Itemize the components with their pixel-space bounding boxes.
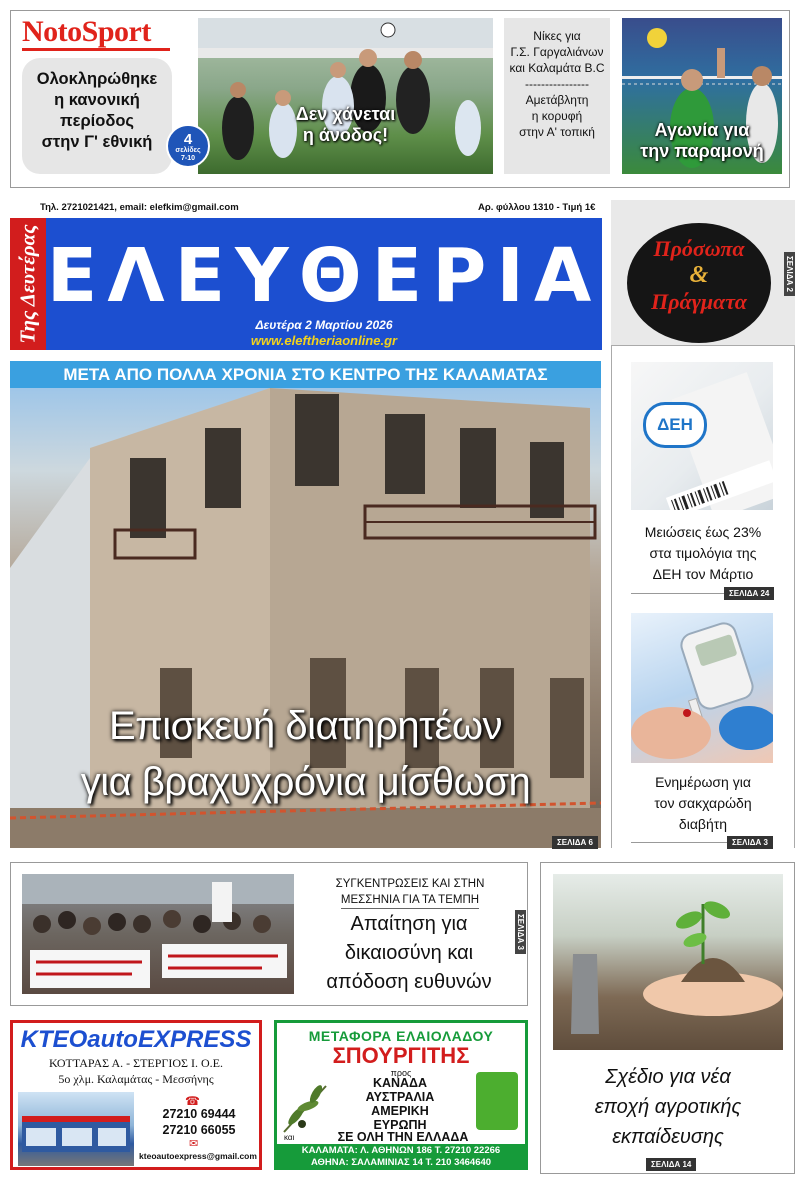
page-label: ΣΕΛΙΔΑ 14 [646, 1158, 696, 1171]
kicker-line: ΣΥΓΚΕΝΤΡΩΣΕΙΣ ΚΑΙ ΣΤΗΝ [335, 878, 485, 890]
page-label: ΣΕΛΙΔΑ 3 [515, 910, 526, 954]
agri-headline[interactable] [553, 1062, 783, 1152]
headline-line: Απαίτηση για [350, 913, 468, 935]
text-line: Γ.Σ. Γαργαλιάνων [510, 45, 604, 59]
sport-story-mid[interactable] [504, 18, 610, 174]
diabetes-caption[interactable] [625, 772, 781, 835]
caption-line: η άνοδος! [302, 125, 389, 145]
olive-oil-can-icon [476, 1072, 518, 1130]
agri-photo[interactable] [553, 874, 783, 1050]
caption-line: Μειώσεις έως 23% [644, 524, 762, 540]
badge-word: σελίδες [175, 147, 201, 154]
caption-line: Δεν χάνεται [295, 104, 396, 124]
side-tag-label: Της Δευτέρας [15, 224, 40, 344]
page-label: ΣΕΛΙΔΑ 3 [727, 836, 773, 849]
olive-ad-footer [277, 1144, 525, 1168]
notosport-logo[interactable]: NotoSport [22, 15, 151, 48]
deh-caption[interactable] [625, 522, 781, 585]
website-link[interactable]: www.eleftheriaonline.gr [250, 333, 398, 348]
kicker-line: ΜΕΣΣΗΝΙΑ ΓΙΑ ΤΑ ΤΕΜΠΗ [341, 892, 479, 909]
badge-number: 4 [183, 131, 193, 148]
deh-logo-icon: ΔΕΗ [643, 402, 707, 448]
caption-line: Ενημέρωση για [655, 774, 751, 790]
page-label: ΣΕΛΙΔΑ 24 [724, 587, 774, 600]
caption-line: στα τιμολόγια της [649, 545, 757, 561]
issue-date: Δευτέρα 2 Μαρτίου 2026 [255, 318, 393, 332]
photo-caption [622, 120, 782, 162]
olive-ad-and: και [284, 1133, 295, 1142]
olive-ad-to: προς [390, 1068, 412, 1078]
kteo-brand: KTEOautoEXPRESS [20, 1026, 252, 1053]
kteo-company: ΚΟΤΤΑΡΑΣ Α. - ΣΤΕΡΓΙΟΣ Ι. Ο.Ε. [49, 1056, 223, 1070]
phone-icon: ☎ [185, 1094, 200, 1108]
headline-line: η κανονική [54, 91, 140, 109]
badge-pages: 7-10 [180, 155, 195, 162]
olive-destinations [330, 1076, 470, 1132]
headline-line: εκπαίδευσης [612, 1126, 724, 1148]
phone-number: 27210 66055 [162, 1123, 236, 1137]
football-players-illustration [198, 18, 493, 174]
olive-ad-title: ΜΕΤΑΦΟΡΑ ΕΛΑΙΟΛΑΔΟΥ [308, 1028, 494, 1044]
caption-line: τον σακχαρώδη [654, 795, 752, 811]
protest-photo[interactable] [22, 874, 294, 994]
main-story-kicker[interactable]: ΜΕΤΑ ΑΠΟ ΠΟΛΛΑ ΧΡΟΝΙΑ ΣΤΟ ΚΕΝΤΡΟ ΤΗΣ ΚΑΛΑΜΑΤΑΣ [10, 361, 601, 388]
destination: ΑΜΕΡΙΚΗ [371, 1104, 429, 1118]
sport-pages-badge[interactable] [166, 124, 210, 168]
caption-line: την παραμονή [640, 141, 764, 161]
football-photo[interactable] [198, 18, 493, 174]
headline-line: περίοδος [59, 112, 134, 130]
address-line: ΚΑΛΑΜΑΤΑ: Λ. ΑΘΗΝΩΝ 186 Τ. 27210 22266 [301, 1145, 501, 1156]
seedling-hand-illustration [553, 874, 783, 1050]
page-label: ΣΕΛΙΔΑ 6 [552, 836, 598, 849]
tempi-headline[interactable] [304, 910, 514, 997]
sport-story-left[interactable] [22, 58, 172, 174]
headline-line: στην Γ' εθνική [41, 133, 153, 151]
photo-caption [198, 104, 493, 146]
destination: ΑΥΣΤΡΑΛΙΑ [365, 1090, 435, 1104]
kteo-phones [140, 1106, 258, 1138]
phone-number: 27210 69444 [162, 1107, 236, 1121]
volleyball-photo[interactable] [622, 18, 782, 174]
pp-word: Πράγματα [651, 289, 747, 314]
headline-line: Σχέδιο για νέα [605, 1066, 731, 1088]
protest-crowd-illustration [22, 874, 294, 994]
kteo-address: 5ο χλμ. Καλαμάτας - Μεσσήνης [58, 1072, 214, 1086]
diabetes-photo[interactable] [631, 613, 773, 763]
text-line: στην Α' τοπική [519, 125, 595, 139]
pp-ampersand: & [689, 262, 709, 288]
olive-branch-icon [280, 1080, 330, 1136]
caption-line: διαβήτη [678, 816, 728, 832]
kteo-building-photo [18, 1092, 134, 1166]
divider-line: ---------------- [525, 77, 589, 91]
page-label: ΣΕΛΙΔΑ 2 [784, 252, 795, 296]
headline-line: Επισκευή διατηρητέων [108, 704, 503, 748]
caption-line: Αγωνία για [654, 120, 750, 140]
headline-line: εποχή αγροτικής [594, 1096, 742, 1118]
issue-info: Αρ. φύλλου 1310 - Τιμή 1€ [478, 202, 596, 213]
newspaper-title[interactable]: ΕΛΕΥΘΕΡΙΑ [46, 233, 602, 319]
olive-ad-brand: ΣΠΟΥΡΓΙΤΗΣ [332, 1043, 470, 1068]
caption-line: ΔΕΗ τον Μάρτιο [652, 566, 754, 582]
kteo-email: kteoautoexpress@gmail.com [139, 1151, 257, 1161]
destination: ΚΑΝΑΔΑ [372, 1076, 428, 1090]
address-line: ΑΘΗΝΑ: ΣΑΛΑΜΙΝΙΑΣ 14 Τ. 210 3464640 [310, 1157, 492, 1168]
building-illustration [18, 1092, 134, 1166]
headline-line: για βραχυχρόνια μίσθωση [80, 760, 531, 804]
headline-line: Ολοκληρώθηκε [36, 70, 158, 88]
contact-info: Τηλ. 2721021421, email: elefkim@gmail.com [40, 202, 239, 213]
pp-word: Πρόσωπα [653, 236, 745, 261]
email-icon: ✉ [189, 1138, 199, 1150]
text-line: η κορυφή [531, 109, 583, 123]
logo-underline [22, 48, 170, 51]
text-line: και Καλαμάτα B.C [509, 61, 605, 75]
text-line: Νίκες για [533, 29, 581, 43]
destination: ΕΥΡΩΠΗ [373, 1118, 427, 1132]
main-story-headline[interactable] [10, 698, 601, 810]
tempi-kicker [310, 876, 510, 909]
text-line: Αμετάβλητη [525, 93, 589, 107]
headline-line: απόδοση ευθυνών [326, 971, 492, 993]
glucose-meter-illustration [631, 613, 773, 763]
headline-line: δικαιοσύνη και [344, 942, 474, 964]
olive-all-greece: ΣΕ ΟΛΗ ΤΗΝ ΕΛΛΑΔΑ [337, 1130, 469, 1144]
